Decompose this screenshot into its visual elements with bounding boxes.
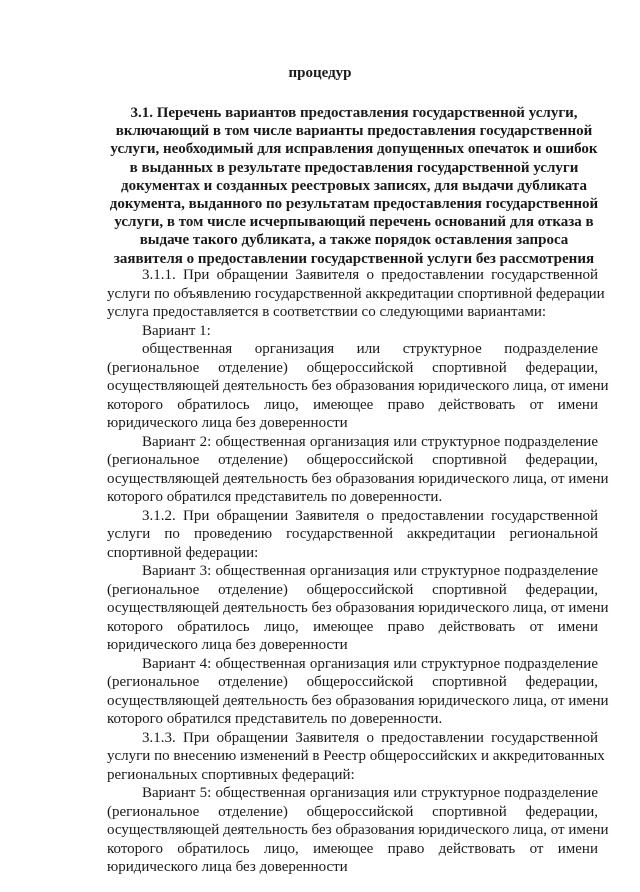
variant-3-line: которого обратилось лицо, имеющее право действовать от имени [107,618,598,635]
variant-5-line: которого обратилось лицо, имеющее право действовать от имени [107,840,598,857]
paragraph-3-1-3-line: 3.1.3. При обращении Заявителя о предоставлении государственной [142,729,598,746]
section-title-line: заявителя о предоставлении государственной услуги без рассмотрения [113,250,595,267]
variant-4-line: (региональное отделение) общероссийской спортивной федерации, [107,674,598,690]
variant-3-line: Вариант 3: общественная организация или структурное подразделение [142,563,598,579]
paragraph-3-1-3-line: региональных спортивных федераций: [107,766,355,783]
section-title-line: включающий в том числе варианты предоставления государственной [115,123,593,140]
variant-5-line: юридического лица без доверенности [107,859,348,875]
variant-5-line: Вариант 5: общественная организация или структурное подразделение [142,785,598,801]
paragraph-3-1-2-line: спортивной федерации: [107,544,259,561]
variant-2-line: которого обратился представитель по доверенности. [107,489,443,505]
variant-1-line: (региональное отделение) общероссийской спортивной федерации, [107,359,598,376]
variant-2-line: осуществляющей деятельность без образования юридического лица, от имени [107,470,609,487]
paragraph-3-1-1-line: услуги по объявлению государственной аккредитации спортивной федерации [107,285,605,302]
variant-2-line: Вариант 2: общественная организация или структурное подразделение [142,433,598,450]
heading-word: процедур [288,65,352,81]
variant-1-line: юридического лица без доверенности [107,415,348,431]
variant-3-line: осуществляющей деятельность без образования юридического лица, от имени [107,600,609,616]
paragraph-3-1-1-line: услуга предоставляется в соответствии со следующими вариантами: [107,304,547,320]
section-title-line: 3.1. Перечень вариантов предоставления государственной услуги, [130,105,578,121]
variant-1-line: общественная организация или структурное подразделение [142,341,598,357]
section-title-line: выдаче такого дубликата, а также порядок оставления запроса [139,232,569,249]
variant-1-line: которого обратилось лицо, имеющее право действовать от имени [107,396,598,413]
paragraph-3-1-1-line: 3.1.1. При обращении Заявителя о предоставлении государственной [142,267,598,283]
variant-1-line: осуществляющей деятельность без образования юридического лица, от имени [107,378,609,394]
section-title-line: в выданных в результате предоставления государственной услуги [129,159,579,176]
section-title-line: услуги, необходимый для исправления допущенных опечаток и ошибок [110,141,598,158]
variant-4-line: Вариант 4: общественная организация или структурное подразделение [142,655,598,672]
section-title [104,104,604,268]
variant-4-line: осуществляющей деятельность без образования юридического лица, от имени [107,692,609,709]
section-title-line: услуги, в том числе исчерпывающий перечень оснований для отказа в [114,214,594,231]
paragraph-3-1-2-line: 3.1.2. При обращении Заявителя о предоставлении государственной [142,507,598,524]
variant-5-line: (региональное отделение) общероссийской спортивной федерации, [107,803,598,820]
variant-3-line: юридического лица без доверенности [107,637,348,653]
variant-4-line: которого обратился представитель по доверенности. [107,711,443,727]
variant-3-line: (региональное отделение) общероссийской спортивной федерации, [107,581,598,598]
section-title-line: документах и созданных реестровых записях, для выдачи дубликата [121,177,587,194]
section-title-line: документа, выданного по результатам предоставления государственной [109,196,599,213]
body-text [107,266,609,877]
variant-1-label: Вариант 1: [142,322,211,339]
paragraph-3-1-2-line: услуги по проведению государственной аккредитации региональной [107,526,598,542]
variant-2-line: (региональное отделение) общероссийской спортивной федерации, [107,452,598,468]
variant-5-line: осуществляющей деятельность без образования юридического лица, от имени [107,822,609,838]
paragraph-3-1-3-line: услуги по внесению изменений в Реестр общероссийских и аккредитованных [107,748,605,764]
